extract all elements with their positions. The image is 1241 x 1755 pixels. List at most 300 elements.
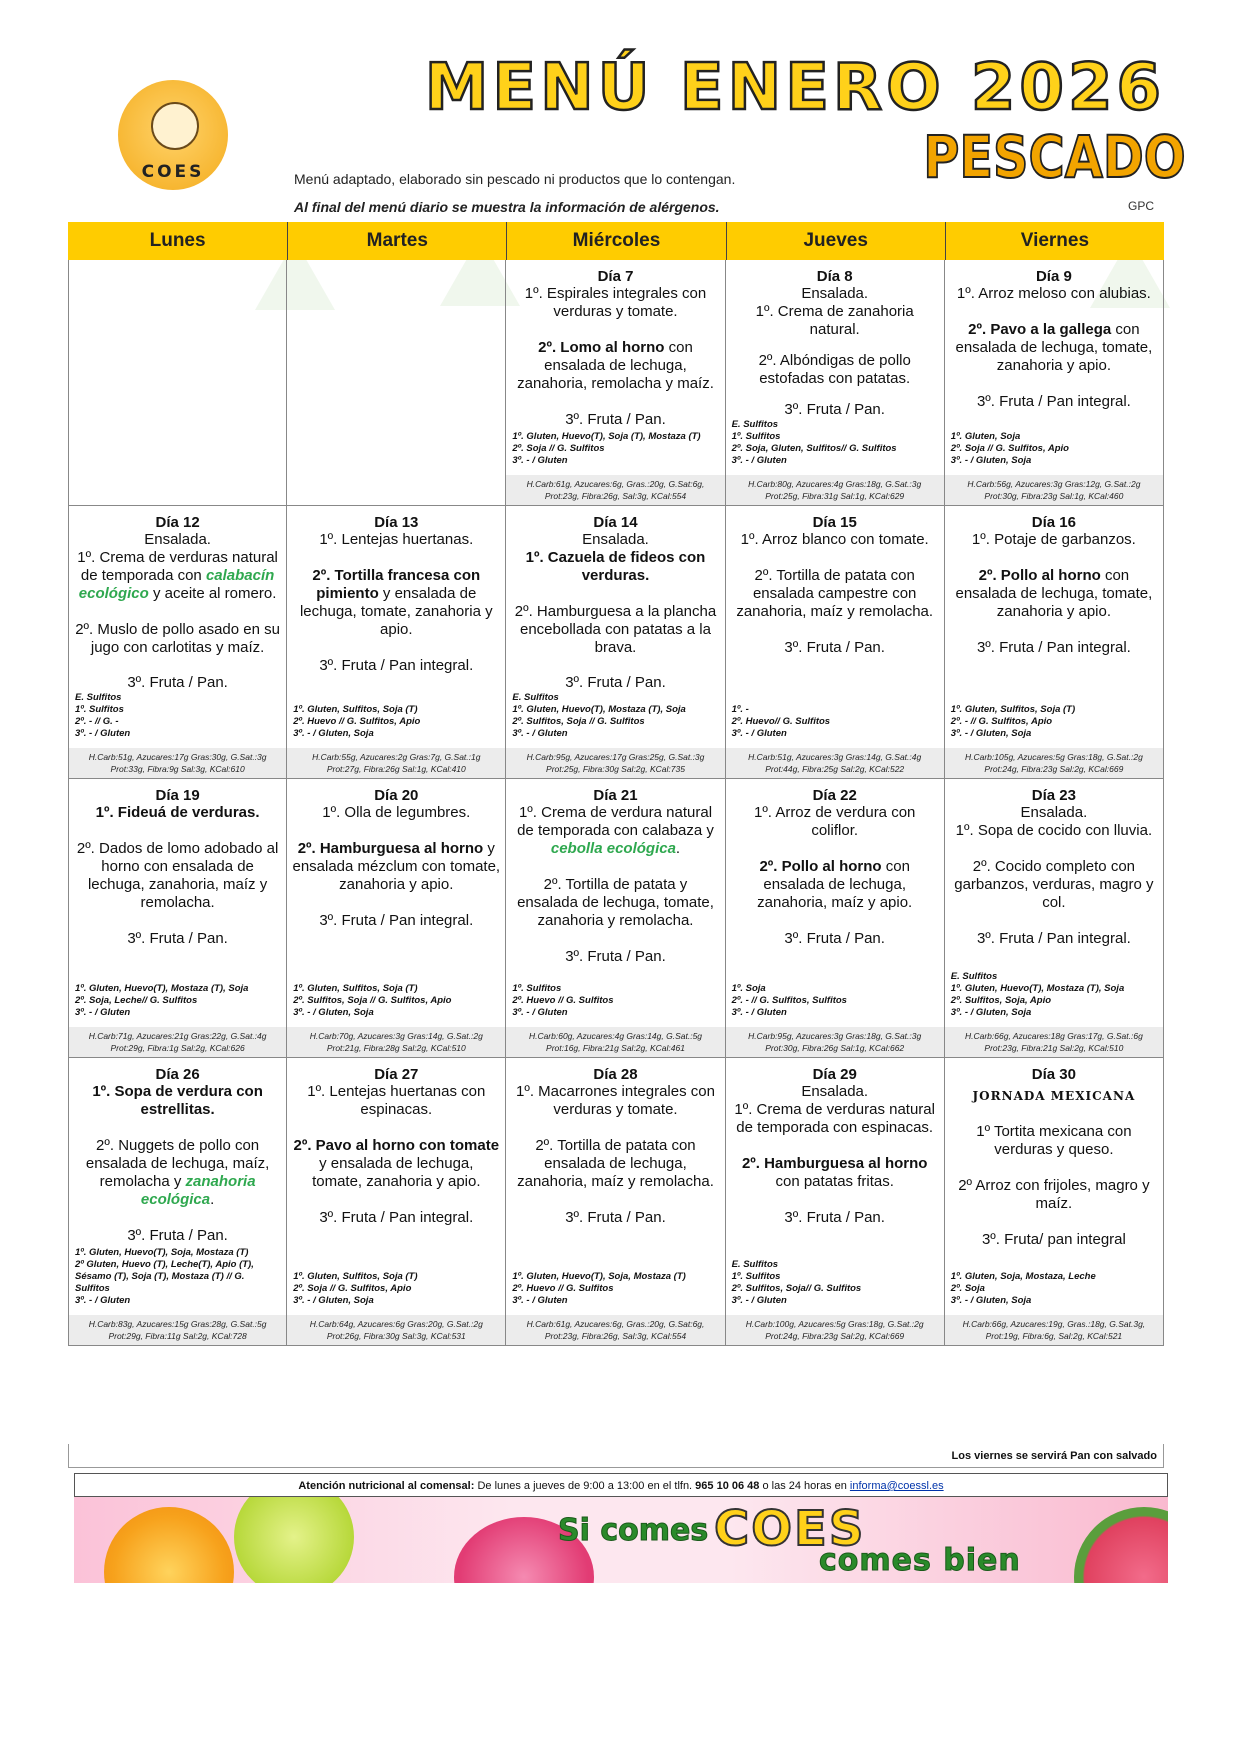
menu-day-cell <box>287 1058 506 1346</box>
allergen-line: 2º. Sulfitos, Soja, Apio <box>950 995 1052 1006</box>
allergen-line: E. Sulfitos <box>512 692 559 703</box>
allergen-info <box>287 983 505 1019</box>
menu-day-cell <box>287 779 506 1058</box>
second-course <box>69 621 286 657</box>
dessert: 3º. Fruta / Pan integral. <box>319 912 474 929</box>
nutrition-info <box>287 1027 505 1057</box>
nutrition-line: Prot:23g, Fibra:26g, Sal:3g, KCal:554 <box>544 1331 687 1341</box>
contact-text2: o las 24 horas en <box>759 1480 850 1492</box>
second-course <box>506 603 724 657</box>
second-course-text: y ensalada de lechuga, tomate, zanahoria y apio. <box>299 585 493 638</box>
dessert: 3º. Fruta / Pan. <box>784 1209 885 1226</box>
allergen-line: 2º. Huevo// G. Sulfitos <box>731 716 831 727</box>
first-course <box>506 549 724 585</box>
spacer <box>287 1191 505 1209</box>
allergen-line: 3º. - / Gluten <box>512 1007 568 1018</box>
allergen-info <box>287 704 505 740</box>
allergen-line: 2º. Sulfitos, Soja // G. Sulfitos, Apio <box>293 995 452 1006</box>
spacer <box>945 1105 1163 1123</box>
empty-cell <box>287 260 506 506</box>
allergen-line: 2º. Soja // G. Sulfitos, Apio <box>293 1283 412 1294</box>
nutrition-info <box>945 1315 1163 1345</box>
nutrition-line: H.Carb:71g, Azucares:21g Gras:22g, G.Sat.:4g <box>88 1031 267 1041</box>
menu-day-cell <box>945 506 1164 779</box>
first-course <box>945 285 1163 303</box>
first-course <box>726 531 944 549</box>
allergen-line: 3º. - / Gluten <box>75 1007 131 1018</box>
coes-logo <box>118 80 228 190</box>
starter-salad: Ensalada. <box>582 531 649 548</box>
allergen-line: 2º. Soja, Gluten, Sulfitos// G. Sulfitos <box>731 443 897 454</box>
weekday-lunes: Lunes <box>149 230 206 251</box>
nutrition-line: H.Carb:105g, Azucares:5g Gras:18g, G.Sat.:2g <box>964 752 1143 762</box>
spacer <box>69 603 286 621</box>
allergen-line: 2º. - // G. Sulfitos, Sulfitos <box>731 995 847 1006</box>
allergen-info <box>506 983 724 1019</box>
second-course-text: y ensalada mézclum con tomate, zanahoria y apio. <box>292 840 501 893</box>
nutrition-line: H.Carb:64g, Azucares:6g Gras:20g, G.Sat.:2g <box>309 1319 483 1329</box>
second-course-bold: 2º. Pavo al horno con tomate <box>293 1137 500 1154</box>
nutrition-line: H.Carb:66g, Azucares:18g Gras:17g, G.Sat.:6g <box>964 1031 1143 1041</box>
nutrition-contact <box>74 1473 1168 1497</box>
logo-text: COES <box>141 162 205 182</box>
nutrition-info <box>726 1027 944 1057</box>
allergen-info <box>945 431 1163 467</box>
dessert: 3º. Fruta / Pan integral. <box>976 639 1131 656</box>
allergen-info <box>69 692 286 740</box>
allergen-line: 3º. - / Gluten <box>512 1295 568 1306</box>
nutrition-line: H.Carb:83g, Azucares:15g Gras:28g, G.Sat.:5g <box>88 1319 267 1329</box>
menu-day-cell <box>506 1058 725 1346</box>
first-course <box>726 804 944 840</box>
second-course <box>726 1155 944 1191</box>
allergen-line: 3º. - / Gluten <box>731 455 787 466</box>
weekday-miercoles: Miércoles <box>506 222 725 260</box>
first-course <box>945 531 1163 549</box>
second-course-text: 2º. Cocido completo con garbanzos, verduras, magro y col. <box>954 858 1154 911</box>
spacer <box>945 840 1163 858</box>
second-course <box>287 840 505 894</box>
eco-ingredient: zanahoria ecológica <box>140 1173 256 1208</box>
allergen-line: 3º. - / Gluten, Soja <box>293 1007 374 1018</box>
first-course-text: 1º. Crema de zanahoria natural. <box>755 303 914 338</box>
day-number: Día 14 <box>593 514 638 531</box>
dessert: 3º. Fruta / Pan. <box>784 639 885 656</box>
day-number: Día 13 <box>374 514 419 531</box>
dessert: 3º. Fruta / Pan. <box>127 930 228 947</box>
first-course-text: 1º. Crema de verduras natural de temporada con espinacas. <box>734 1101 935 1136</box>
day-number: Día 28 <box>593 1066 638 1083</box>
eco-ingredient: cebolla ecológica <box>550 840 676 857</box>
second-course-text: con ensalada de lechuga, tomate, zanahoria y apio. <box>955 321 1153 374</box>
dessert: 3º. Fruta / Pan. <box>784 930 885 947</box>
nutrition-info <box>726 748 944 778</box>
nutrition-line: H.Carb:70g, Azucares:3g Gras:14g, G.Sat.:2g <box>309 1031 483 1041</box>
orange-icon <box>104 1507 234 1583</box>
allergen-line: 1º. Sulfitos <box>512 983 562 994</box>
nutrition-line: H.Carb:60g, Azucares:4g Gras:14g, G.Sat.:5g <box>528 1031 703 1041</box>
allergen-line: 3º. - / Gluten <box>75 728 131 739</box>
first-course-text-end: y aceite al romero. <box>148 585 277 602</box>
second-course-text: con patatas fritas. <box>775 1173 894 1190</box>
first-course <box>726 1101 944 1137</box>
starter-salad: Ensalada. <box>144 531 211 548</box>
spacer <box>287 822 505 840</box>
second-course-bold: 2º. Tortilla francesa con pimiento <box>312 567 481 602</box>
second-course-bold: 2º. Pavo a la gallega <box>968 321 1112 338</box>
menu-day-cell <box>945 779 1164 1058</box>
special-day-label: JORNADA MEXICANA <box>972 1089 1136 1103</box>
child-icon <box>151 102 199 150</box>
allergen-line: 1º. Gluten, Huevo(T), Soja, Mostaza (T) <box>75 1247 249 1258</box>
nutrition-line: H.Carb:100g, Azucares:5g Gras:18g, G.Sat.:2g <box>745 1319 924 1329</box>
spacer <box>945 375 1163 393</box>
second-course-bold: 2º. Hamburguesa al horno <box>741 1155 928 1172</box>
second-course-text: 2º. Dados de lomo adobado al horno con ensalada de lechuga, zanahoria, maíz y remolacha. <box>76 840 279 911</box>
day-number: Día 23 <box>1031 787 1076 804</box>
nutrition-line: H.Carb:51g, Azucares:17g Gras:30g, G.Sat.:3g <box>88 752 267 762</box>
second-course <box>287 567 505 639</box>
second-course-text: 2º. Albóndigas de pollo estofadas con patatas. <box>758 352 911 387</box>
first-course-text: 1º. Potaje de garbanzos. <box>971 531 1136 548</box>
spacer <box>726 621 944 639</box>
dessert: 3º. Fruta / Pan. <box>127 1227 228 1244</box>
second-course-text: 2º. Muslo de pollo asado en su jugo con carlotitas y maíz. <box>75 620 280 656</box>
spacer <box>726 339 944 352</box>
allergen-line: 2º. Sulfitos, Soja // G. Sulfitos <box>512 716 645 727</box>
allergen-line: 2º. Soja // G. Sulfitos, Apio <box>950 443 1069 454</box>
nutrition-line: Prot:23g, Fibra:26g, Sal:3g, KCal:554 <box>544 491 687 501</box>
nutrition-line: Prot:21g, Fibra:28g Sal:2g, KCal:510 <box>326 1043 466 1053</box>
spacer <box>945 549 1163 567</box>
nutrition-line: H.Carb:51g, Azucares:3g Gras:14g, G.Sat.:4g <box>748 752 922 762</box>
second-course-text: con ensalada de lechuga, tomate, zanahoria y apio. <box>955 567 1153 620</box>
first-course <box>69 549 286 603</box>
second-course <box>945 321 1163 375</box>
allergen-line: 1º. Gluten, Huevo(T), Soja (T), Mostaza (T) <box>512 431 701 442</box>
dessert: 3º. Fruta / Pan. <box>565 948 666 965</box>
lime-icon <box>234 1497 354 1583</box>
spacer <box>69 657 286 675</box>
allergen-info <box>945 704 1163 740</box>
spacer <box>506 1191 724 1209</box>
first-course-bold: 1º. Fideuá de verduras. <box>95 804 260 821</box>
dessert: 3º. Fruta / Pan integral. <box>319 1209 474 1226</box>
spacer <box>945 1159 1163 1177</box>
second-course-text: y ensalada de lechuga, tomate, zanahoria y apio. <box>312 1155 481 1190</box>
nutrition-info <box>69 1315 286 1345</box>
nutrition-line: Prot:23g, Fibra:21g Sal:2g, KCal:510 <box>984 1043 1124 1053</box>
second-course-text: 2º. Hamburguesa a la plancha encebollada con patatas a la brava. <box>514 602 717 656</box>
spacer <box>726 840 944 858</box>
allergen-line: 3º. - / Gluten <box>512 728 568 739</box>
allergen-line: 1º. Sulfitos <box>731 431 781 442</box>
day-number: Día 21 <box>593 787 638 804</box>
first-course <box>287 1083 505 1119</box>
allergen-line: 2º. - // G. - <box>75 716 119 727</box>
spacer <box>506 321 724 339</box>
allergen-line: 2º. - // G. Sulfitos, Apio <box>950 716 1053 727</box>
menu-grid <box>68 260 1164 1346</box>
day-number: Día 20 <box>374 787 419 804</box>
second-course <box>945 858 1163 912</box>
allergen-line: E. Sulfitos <box>731 419 779 430</box>
contact-email-link[interactable]: informa@coessl.es <box>849 1480 944 1492</box>
menu-day-cell <box>945 1058 1164 1346</box>
second-course <box>506 339 724 393</box>
allergen-info <box>506 692 724 740</box>
first-course-text: 1º. Macarrones integrales con verduras y tomate. <box>516 1083 715 1118</box>
spacer <box>287 549 505 567</box>
menu-day-cell <box>945 260 1164 506</box>
allergen-info <box>287 1271 505 1307</box>
first-course-text: 1º. Olla de legumbres. <box>322 804 471 821</box>
day-number: Día 12 <box>155 514 200 531</box>
allergen-info <box>69 1247 286 1307</box>
allergen-line: 1º. Gluten, Huevo(T), Mostaza (T), Soja <box>950 983 1125 994</box>
spacer <box>506 393 724 411</box>
allergen-line: 3º. - / Gluten, Soja <box>293 1295 374 1306</box>
menu-day-cell <box>506 506 725 779</box>
allergen-line: 2º. Huevo // G. Sulfitos <box>512 1283 614 1294</box>
allergen-line: 2º Gluten, Huevo (T), Leche(T), Apio (T), Sésamo (T), Soja (T), Mostaza (T) // G. Sulfitos <box>75 1259 254 1294</box>
allergen-line: 2º. Soja <box>950 1283 985 1294</box>
allergen-line: 1º. Sulfitos <box>731 1271 781 1282</box>
day-number: Día 9 <box>1035 268 1072 285</box>
nutrition-info <box>506 475 724 505</box>
contact-phone: 965 10 06 48 <box>695 1480 760 1492</box>
weekday-martes: Martes <box>287 222 506 260</box>
allergen-line: 1º. Gluten, Sulfitos, Soja (T) <box>950 704 1076 715</box>
nutrition-line: H.Carb:61g, Azucares:6g, Gras.:20g, G.Sat:6g, <box>526 1319 705 1329</box>
first-course-text: 1º Tortita mexicana con verduras y queso. <box>976 1123 1132 1158</box>
eco-ingredient: calabacín ecológico <box>78 567 275 602</box>
menu-day-cell <box>726 506 945 779</box>
banner-text-coes: COES <box>714 1501 866 1557</box>
spacer <box>945 1213 1163 1231</box>
nutrition-line: Prot:29g, Fibra:1g Sal:2g, KCal:626 <box>110 1043 245 1053</box>
dessert: 3º. Fruta / Pan integral. <box>976 930 1131 947</box>
menu-day-cell <box>506 779 725 1058</box>
menu-day-cell <box>287 506 506 779</box>
weekday-jueves: Jueves <box>726 222 945 260</box>
watermelon-icon <box>1074 1507 1168 1583</box>
nutrition-line: H.Carb:80g, Azucares:4g Gras:18g, G.Sat.:3g <box>748 479 922 489</box>
spacer <box>726 1191 944 1209</box>
day-number: Día 29 <box>812 1066 857 1083</box>
allergen-line: E. Sulfitos <box>75 692 122 703</box>
day-number: Día 22 <box>812 787 857 804</box>
first-course-text: 1º. Arroz de verdura con coliflor. <box>753 804 916 839</box>
nutrition-info <box>506 1027 724 1057</box>
dessert: 3º. Fruta / Pan. <box>565 674 666 691</box>
spacer <box>506 585 724 603</box>
allergen-line: 1º. Gluten, Sulfitos, Soja (T) <box>293 704 418 715</box>
friday-note: Los viernes se servirá Pan con salvado <box>68 1444 1164 1468</box>
first-course <box>69 1083 286 1119</box>
spacer <box>287 894 505 912</box>
first-course-text: 1º. Espirales integrales con verduras y tomate. <box>524 285 707 320</box>
allergen-info <box>506 1271 724 1307</box>
second-course <box>945 1177 1163 1213</box>
first-course-text: 1º. Lentejas huertanas. <box>319 531 474 548</box>
nutrition-info <box>726 475 944 505</box>
allergen-line: 3º. - / Gluten, Soja <box>293 728 374 739</box>
starter-salad: Ensalada. <box>801 285 869 302</box>
first-course-text: 1º. Lentejas huertanas con espinacas. <box>307 1083 486 1118</box>
nutrition-line: Prot:24g, Fibra:23g Sal:2g, KCal:669 <box>765 1331 905 1341</box>
allergen-info <box>945 1271 1163 1307</box>
day-number: Día 8 <box>816 268 853 285</box>
spacer <box>945 303 1163 321</box>
day-number: Día 27 <box>374 1066 419 1083</box>
spacer <box>287 1119 505 1137</box>
spacer <box>69 1209 286 1227</box>
dessert: 3º. Fruta / Pan integral. <box>319 657 474 674</box>
spacer <box>726 549 944 567</box>
second-course <box>69 1137 286 1209</box>
allergen-info <box>945 971 1163 1019</box>
spacer <box>506 657 724 675</box>
weekday-header <box>68 222 1164 260</box>
starter-salad: Ensalada. <box>1020 804 1088 821</box>
spacer <box>726 912 944 930</box>
nutrition-info <box>287 748 505 778</box>
second-course <box>726 352 944 388</box>
allergen-line: 1º. Gluten, Huevo(T), Mostaza (T), Soja <box>512 704 686 715</box>
nutrition-info <box>726 1315 944 1345</box>
intro-text: Menú adaptado, elaborado sin pescado ni productos que lo contengan. <box>294 171 736 187</box>
second-course-bold: 2º. Hamburguesa al horno <box>297 840 484 857</box>
spacer <box>726 388 944 401</box>
allergen-line: 3º. - / Gluten <box>731 1007 787 1018</box>
page-title: MENÚ ENERO 2026 <box>424 51 1165 125</box>
day-number: Día 7 <box>597 268 634 285</box>
weekday-viernes: Viernes <box>945 222 1164 260</box>
nutrition-line: H.Carb:66g, Azucares:19g, Gras.:18g, G.Sat.3g, <box>962 1319 1146 1329</box>
banner-text-2: comes bien <box>819 1543 1021 1578</box>
nutrition-line: H.Carb:95g, Azucares:3g Gras:18g, G.Sat.:3g <box>748 1031 922 1041</box>
spacer <box>506 930 724 948</box>
allergen-line: 2º. Huevo // G. Sulfitos <box>512 995 614 1006</box>
second-course-text: 2º. Nuggets de pollo con ensalada de lechuga, maíz, remolacha y <box>85 1137 270 1190</box>
second-course-text: 2º. Tortilla de patata con ensalada de lechuga, zanahoria, maíz y remolacha. <box>517 1137 714 1190</box>
contact-text: De lunes a jueves de 9:00 a 13:00 en el tlfn. <box>474 1480 696 1492</box>
footer-banner <box>74 1497 1168 1583</box>
nutrition-info <box>506 1315 724 1345</box>
allergen-line: 1º. Soja <box>731 983 766 994</box>
allergen-info <box>726 983 944 1019</box>
allergen-line: 1º. Gluten, Huevo(T), Soja, Mostaza (T) <box>512 1271 686 1282</box>
spacer <box>506 858 724 876</box>
first-course <box>726 303 944 339</box>
second-course-text: 2º Arroz con frijoles, magro y maíz. <box>958 1177 1150 1212</box>
allergen-info <box>69 983 286 1019</box>
allergen-note: Al final del menú diario se muestra la información de alérgenos. <box>294 199 720 215</box>
allergen-line: 3º. - / Gluten <box>75 1295 131 1306</box>
day-number: Día 19 <box>155 787 200 804</box>
first-course <box>506 1083 724 1119</box>
second-course-text: 2º. Tortilla de patata con ensalada campestre con zanahoria, maíz y remolacha. <box>736 567 934 620</box>
allergen-line: 3º. - / Gluten, Soja <box>950 1295 1032 1306</box>
day-number: Día 16 <box>1031 514 1076 531</box>
first-course-text: 1º. Arroz blanco con tomate. <box>740 531 929 548</box>
first-course-text: 1º. Sopa de cocido con lluvia. <box>955 822 1153 839</box>
spacer <box>69 912 286 930</box>
nutrition-info <box>945 1027 1163 1057</box>
spacer <box>726 1137 944 1155</box>
spacer <box>945 912 1163 930</box>
first-course <box>287 804 505 822</box>
nutrition-info <box>287 1315 505 1345</box>
allergen-line: 1º. - <box>731 704 749 715</box>
menu-day-cell <box>726 779 945 1058</box>
allergen-line: 2º. Sulfitos, Soja// G. Sulfitos <box>731 1283 862 1294</box>
first-course <box>506 285 724 321</box>
allergen-line: 1º. Gluten, Huevo(T), Mostaza (T), Soja <box>75 983 249 994</box>
allergen-line: 1º. Gluten, Soja, Mostaza, Leche <box>950 1271 1096 1282</box>
allergen-line: 1º. Gluten, Sulfitos, Soja (T) <box>293 1271 418 1282</box>
nutrition-line: H.Carb:55g, Azucares:2g Gras:7g, G.Sat.:1g <box>312 752 481 762</box>
contact-label: Atención nutricional al comensal: <box>298 1480 475 1492</box>
first-course <box>69 804 286 822</box>
dessert: 3º. Fruta/ pan integral <box>981 1231 1126 1248</box>
first-course-bold: 1º. Sopa de verdura con estrellitas. <box>92 1083 263 1118</box>
allergen-line: 1º. Gluten, Sulfitos, Soja (T) <box>293 983 418 994</box>
menu-code: GPC <box>1128 199 1155 213</box>
nutrition-line: Prot:33g, Fibra:9g Sal:3g, KCal:610 <box>110 764 245 774</box>
allergen-line: 2º. Soja, Leche// G. Sulfitos <box>75 995 198 1006</box>
first-course <box>287 531 505 549</box>
menu-day-cell <box>68 779 287 1058</box>
banner-text-1: Si comes <box>558 1513 709 1548</box>
second-course-text: con ensalada de lechuga, zanahoria, remolacha y maíz. <box>517 339 714 392</box>
nutrition-line: Prot:16g, Fibra:21g Sal:2g, KCal:461 <box>546 1043 685 1053</box>
menu-day-cell <box>726 260 945 506</box>
second-course-bold: 2º. Pollo al horno <box>759 858 882 875</box>
menu-day-cell <box>506 260 725 506</box>
second-course <box>506 1137 724 1191</box>
nutrition-line: Prot:24g, Fibra:23g Sal:2g, KCal:669 <box>984 764 1124 774</box>
menu-day-cell <box>68 1058 287 1346</box>
nutrition-info <box>945 475 1163 505</box>
menu-day-cell <box>68 506 287 779</box>
spacer <box>69 822 286 840</box>
allergen-line: 3º. - / Gluten <box>512 455 568 466</box>
second-course-text: 2º. Tortilla de patata y ensalada de lechuga, tomate, zanahoria y remolacha. <box>517 876 714 929</box>
second-course <box>726 567 944 621</box>
day-number: Día 15 <box>812 514 857 531</box>
first-course-text-end: . <box>675 840 681 857</box>
nutrition-line: Prot:30g, Fibra:23g Sal:1g, KCal:460 <box>984 491 1124 501</box>
nutrition-line: Prot:19g, Fibra:6g, Sal:2g, KCal:521 <box>985 1331 1123 1341</box>
spacer <box>69 1119 286 1137</box>
second-course <box>506 876 724 930</box>
allergen-line: 3º. - / Gluten, Soja <box>950 728 1032 739</box>
nutrition-line: Prot:30g, Fibra:26g Sal:1g, KCal:662 <box>765 1043 905 1053</box>
first-course-text: 1º. Arroz meloso con alubias. <box>956 285 1151 302</box>
second-course-text-end: . <box>210 1191 215 1208</box>
day-number: Día 30 <box>1031 1066 1076 1083</box>
nutrition-line: Prot:26g, Fibra:30g Sal:3g, KCal:531 <box>326 1331 466 1341</box>
second-course <box>69 840 286 912</box>
nutrition-line: Prot:25g, Fibra:30g Sal:2g, KCal:735 <box>546 764 685 774</box>
starter-salad: Ensalada. <box>801 1083 869 1100</box>
second-course-bold: 2º. Lomo al horno <box>538 339 665 356</box>
nutrition-line: Prot:44g, Fibra:25g Sal:2g, KCal:522 <box>765 764 905 774</box>
dessert: 3º. Fruta / Pan. <box>127 674 228 691</box>
nutrition-info <box>506 748 724 778</box>
